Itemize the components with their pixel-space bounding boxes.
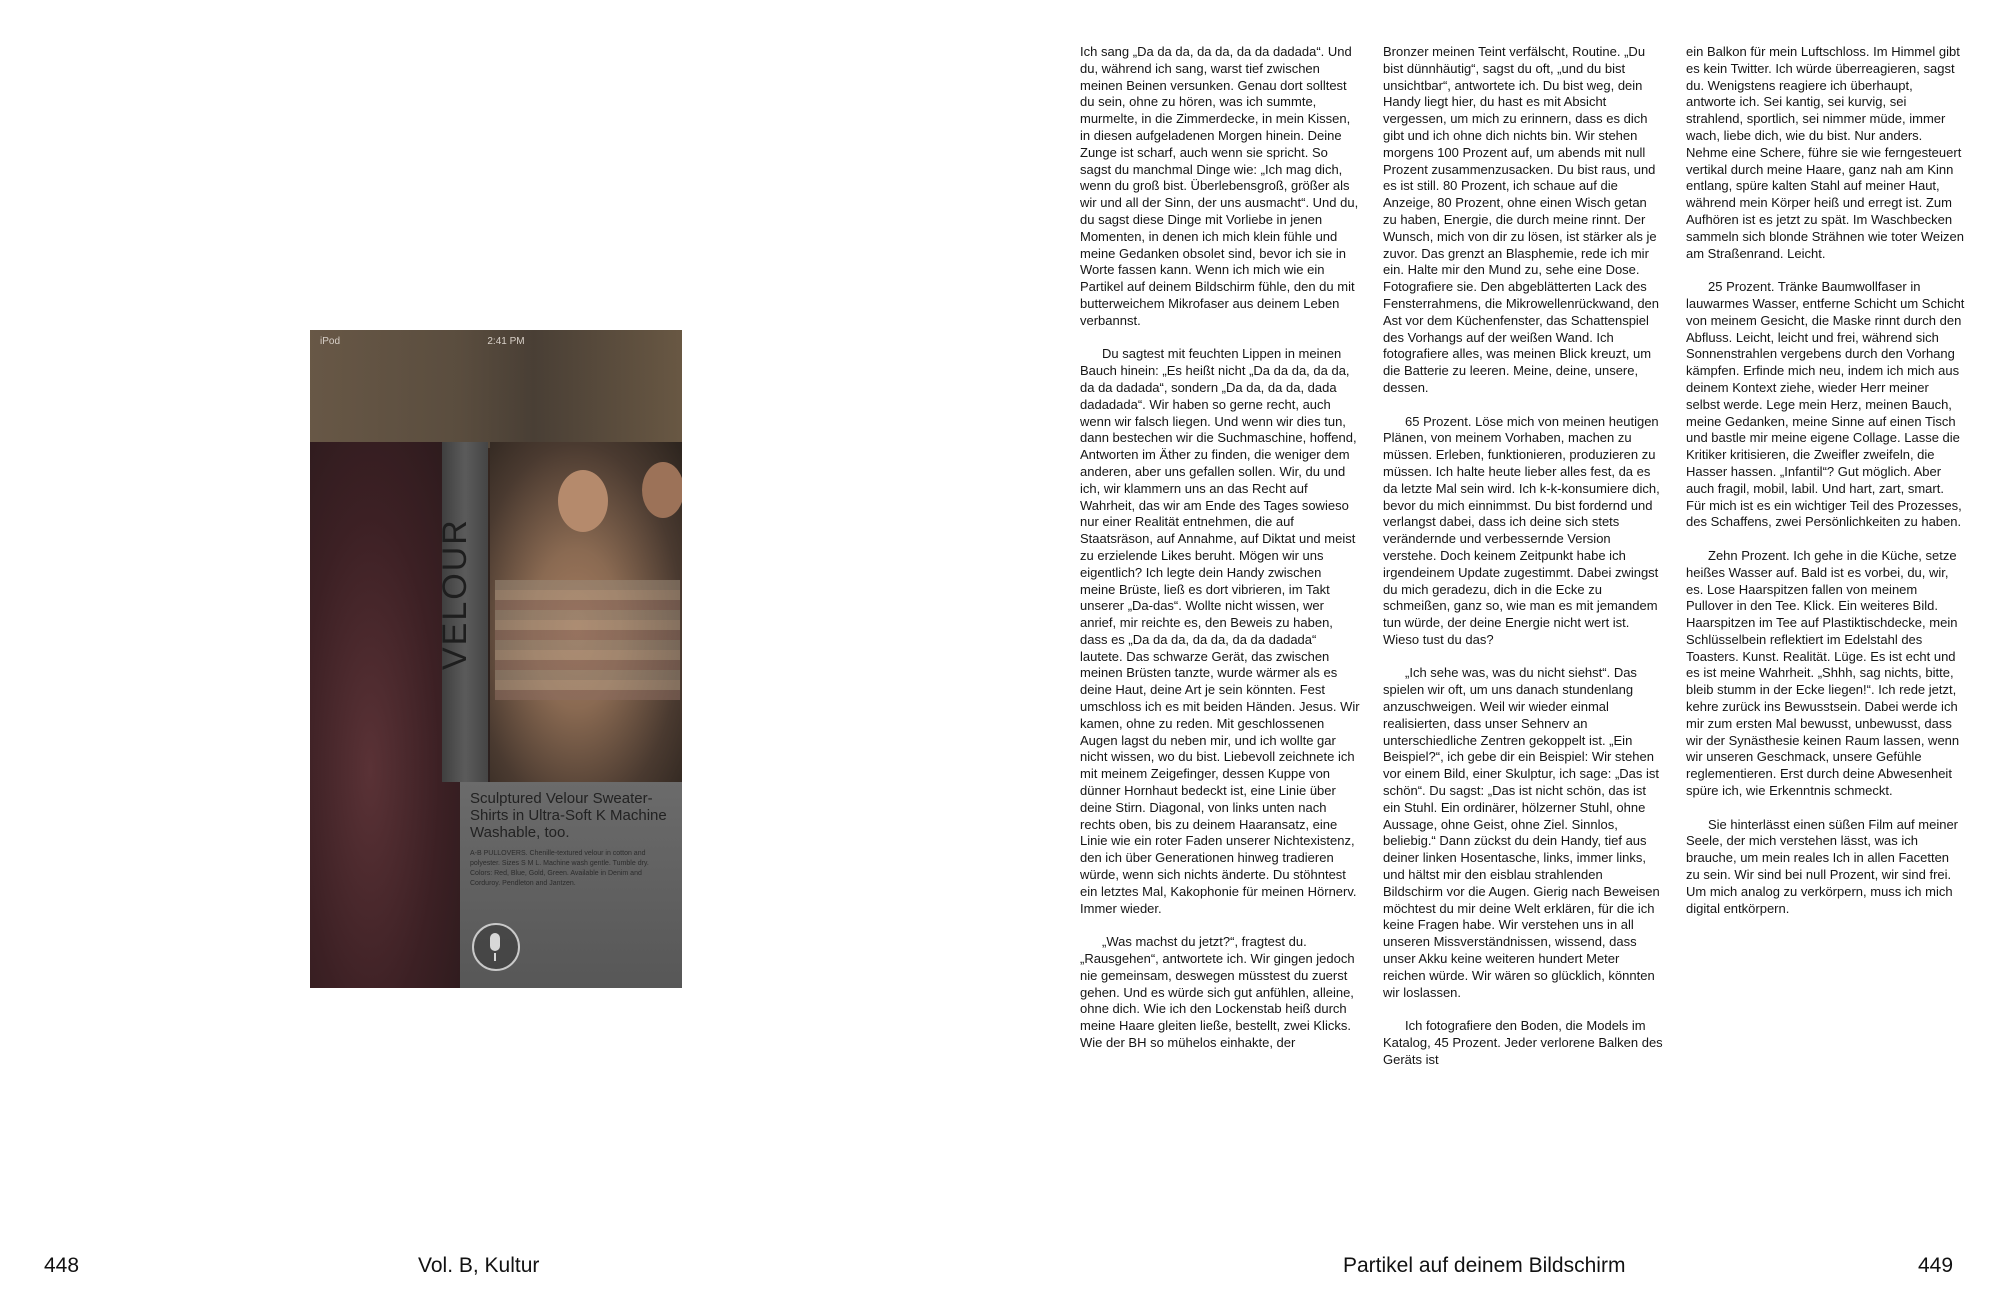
article-body	[1080, 44, 1970, 1224]
photo-top-strip	[310, 330, 682, 448]
catalog-heading: Sculptured Velour Sweater-Shirts in Ultra-Soft K Machine Washable, too.	[470, 790, 667, 841]
paragraph: Zehn Prozent. Ich gehe in die Küche, setze heißes Wasser auf. Bald ist es vorbei, du, wir, es. Lose Haarspitzen fallen von meinem Pullover in den Tee. Klick. Ein weiteres Bild. Haarspitzen im Tee auf Plastiktischdecke, mein Schlüsselbein reflektiert im Edelstahl des Toasters. Kunst. Realität. Lüge. Es ist echt und es ist meine Wahrheit. „Shhh, sag nichts, bitte, bleib stumm in der Ecke liegen!“. Ich rede jetzt, kehre zurück ins Bewusstsein. Dabei werde ich mir zum ersten Mal bewusst, unbewusst, dass wir der Synästhesie keinen Raum lassen, wenn wir unseren Geschmack, unsere Gefühle reglementieren. Erst durch deine Abwesenheit spüre ich, wie Erkenntnis schmeckt.	[1686, 547, 1960, 799]
paragraph: Ich sang „Da da da, da da, da da dadada“. Und du, während ich sang, warst tief zwischen meinen Beinen versunken. Genau dort solltest du sein, ohne zu hören, was ich summte, murmelte, in die Zimmerdecke, in mein Kissen, in diesen aufgeladenen Morgen hinein. Deine Zunge ist scharf, auch wenn sie spricht. So sagst du manchmal Dinge wie: „Ich mag dich, wenn du groß bist. Überlebensgroß, größer als wir und all der Sinn, der uns ausmacht“. Und du, du sagst diese Dinge mit Vorliebe in jenen Momenten, in denen ich mich klein fühle und meine Gedanken obsolet sind, bevor ich sie in Worte fassen kann. Wenn ich mich wie ein Partikel auf deinem Bildschirm fühle, den du mit butterweichem Mikrofaser aus deinem Leben verbannst.	[1080, 44, 1359, 328]
paragraph: Bronzer meinen Teint verfälscht, Routine. „Du bist dünnhäutig“, sagst du oft, „und du bist unsichtbar“, antwortete ich. Du bist weg, dein Handy liegt hier, du hast es mit Absicht vergessen, um mich zu erinnern, dass es dich gibt und ich ohne dich nichts bin. Wir stehen morgens 100 Prozent auf, um abends mit null Prozent zusammenzusacken. Du bist raus, und es ist still. 80 Prozent, ich schaue auf die Anzeige, 80 Prozent, ohne einen Wisch getan zu haben, Energie, die durch meine rinnt. Der Wunsch, mich von dir zu lösen, ist stärker als je zuvor. Das grenzt an Blasphemie, rede ich mir ein. Halte mir den Mund zu, sehe eine Dose. Fotografiere sie. Den abgeblätterten Lack des Fensterrahmens, die Mikrowellenrückwand, den Ast vor dem Küchenfenster, das Schattenspiel des Vorhangs auf der weißen Wand. Ich fotografiere alles, was meinen Blick kreuzt, um die Batterie zu leeren. Meine, deine, unsere, dessen.	[1383, 44, 1660, 395]
catalog-body: A-B PULLOVERS. Chenille-textured velour in cotton and polyester. Sizes S M L. Machine wash gentle. Tumble dry. Colors: Red, Blue, Gold, Green. Available in Denim and Corduroy. Pendleton and Jantzen.	[470, 850, 649, 887]
left-page-number: 448	[44, 1254, 80, 1277]
velour-label: VELOUR	[436, 518, 474, 670]
catalog-photo	[310, 330, 682, 988]
photo-face	[558, 470, 608, 532]
paragraph: Ich fotografiere den Boden, die Models im Katalog, 45 Prozent. Jeder verlorene Balken des Geräts ist	[1383, 1018, 1663, 1067]
photo-striped-sweaters	[495, 580, 680, 700]
text-column-2	[1383, 44, 1663, 1085]
right-page-number: 449	[1918, 1254, 1954, 1277]
paragraph: „Ich sehe was, was du nicht siehst“. Das spielen wir oft, um uns danach stundenlang anzuschweigen. Weil wir wieder einmal realisierten, dass unser Sehnerv an unterschiedliche Zentren gekoppelt ist. „Ein Beispiel?“, ich gebe dir ein Beispiel: Wir stehen vor einem Bild, einer Skulptur, ich sage: „Das ist schön“. Du sagst: „Das ist nicht schön, das ist ein Stuhl. Ein ordinärer, hölzerner Stuhl, ohne Aussage, ohne Geist, ohne Ziel. Sinnlos, beliebig.“ Dann zückst du dein Handy, tief aus deiner linken Hosentasche, links, immer links, und hältst mir den eisblau strahlenden Bildschirm vor die Augen. Gierig nach Beweisen möchtest du mir deine Welt erklären, für die ich keine Fragen habe. Wir verstehen uns in all unseren Missverständnissen, wissend, dass unser Akku keine weiteren hundert Meter reichen würde. Wir wären so glücklich, könnten wir loslassen.	[1383, 665, 1660, 1000]
paragraph: Sie hinterlässt einen süßen Film auf meiner Seele, der mich verstehen lässt, was ich brauche, um mein reales Ich in allen Facetten zu sein. Wir sind bei null Prozent, wir sind frei. Um mich analog zu verkörpern, muss ich mich digital entkörpern.	[1686, 816, 1959, 916]
text-column-3	[1686, 44, 1966, 934]
status-carrier: iPod	[320, 336, 341, 347]
paragraph: 65 Prozent. Löse mich von meinen heutigen Plänen, von meinem Vorhaben, machen zu müssen. Erleben, funktionieren, produzieren zu müssen. Ich halte heute lieber alles fest, da es da letzte Mal sein wird. Ich k-k-konsumiere dich, bevor du mich einnimmst. Du bist fordernd und verlangst dabei, dass ich deine sich stets verändernde und verbessernde Version verstehe. Doch keinem Zeitpunkt habe ich irgendeinem Update zugestimmt. Dabei zwingst du mich geradezu, dich in die Ecke zu schmeißen, ganz so, wie man es mit jemandem tun würde, der deine Energie nicht wert ist. Wieso tust du das?	[1383, 413, 1660, 647]
photo-face	[642, 462, 682, 518]
paragraph: „Was machst du jetzt?“, fragtest du. „Rausgehen“, antwortete ich. Wir gingen jedoch nie gemeinsam, deswegen müsstest du zuerst gehen. Und es würde sich gut anfühlen, alleine, ohne dich. Wie ich den Lockenstab heiß durch meine Haare gleiten ließe, bestellt, zwei Klicks. Wie der BH so mühelos einhakte, der	[1080, 934, 1355, 1051]
phone-status-bar	[310, 336, 682, 347]
text-column-1	[1080, 44, 1360, 1069]
right-running-header: Partikel auf deinem Bildschirm	[1343, 1254, 1626, 1277]
paragraph: Du sagtest mit feuchten Lippen in meinen Bauch hinein: „Es heißt nicht „Da da da, da da, da da dadada“, sondern „Da da, da da, dada dadadada“. Wir haben so gerne recht, auch wenn wir falsch liegen. Und wenn wir dies tun, dann bestechen wir die Suchmaschine, hoffend, Antworten im Äther zu finden, die weniger dem anderen, aber uns gefallen sollen. Wir, du und ich, wir klammern uns an das Recht auf Wahrheit, das wir am Ende des Tages sowieso nur einer Realität entnehmen, die auf Staatsräson, auf Annahme, auf Diktat und meist zu erzielende Likes beruht. Mögen wir uns eigentlich? Ich legte dein Handy zwischen meine Brüste, ließ es dort vibrieren, im Takt unserer „Da-das“. Wollte nicht wissen, wer anrief, mir reichte es, den Beweis zu haben, dass es „Da da da, da da, da da dadada“ lautete. Das schwarze Gerät, das zwischen meinen Brüsten tanzte, wurde wärmer als es deine Haut, deine Art je sein könnten. Fest umschloss ich es mit beiden Händen. Jesus. Wir kamen, ohne zu reden. Mit geschlossenen Augen lagst du neben mir, und ich wollte gar nicht wissen, wo du bist. Liebevoll zeichnete ich mit meinem Zeigefinger, dessen Kuppe von dünner Hornhaut bedeckt ist, eine Linie über deine Stirn. Diagonal, von links unten nach rechts oben, bis zu deinem Haaransatz, eine Linie wie ein roter Faden unserer Nichtexistenz, den ich über Generationen hinweg tradieren würde, wenn sich nichts änderte. Du stöhntest ein letztes Mal, Kakophonie für meinen Hörnerv. Immer wieder.	[1080, 346, 1360, 916]
microphone-icon	[472, 923, 520, 971]
paragraph: 25 Prozent. Tränke Baumwollfaser in lauwarmes Wasser, entferne Schicht um Schicht von meinem Gesicht, die Maske rinnt durch den Abfluss. Leicht, leicht und frei, während sich Sonnenstrahlen vergebens durch den Vorhang kämpfen. Erfinde mich neu, indem ich mich aus deinem Kontext ziehe, wieder Herr meiner selbst werde. Lege mein Herz, meinen Bauch, meine Gedanken, meine Sinne auf einen Tisch und bastle mir meine eigene Collage. Lasse die Kritiker kritisieren, die Zweifler zweifeln, die Hasser hassen. „Infantil“? Gut möglich. Aber auch fragil, mobil, labil. Und hart, zart, smart. Für mich ist es ein wichtiger Teil des Prozesses, des Schaffens, zwei Persönlichkeiten zu haben.	[1686, 279, 1965, 530]
status-time: 2:41 PM	[487, 336, 525, 347]
paragraph: ein Balkon für mein Luftschloss. Im Himmel gibt es kein Twitter. Ich würde überreagieren, sagst du. Wenigstens reagiere ich überhaupt, antworte ich. Sei kantig, sei kurvig, sei strahlend, sportlich, sei nimmer müde, immer wach, liebe dich, wie du bist. Nur anders. Nehme eine Schere, führe sie wie ferngesteuert vertikal durch meine Haare, ganz nah am Kinn entlang, spüre kalten Stahl auf meiner Haut, während mein Körper heiß und erregt ist. Zum Aufhören ist es jetzt zu spät. Im Waschbecken sammeln sich blonde Strähnen wie toter Weizen am Straßenrand. Leicht.	[1686, 44, 1964, 261]
left-running-header: Vol. B, Kultur	[418, 1254, 540, 1277]
